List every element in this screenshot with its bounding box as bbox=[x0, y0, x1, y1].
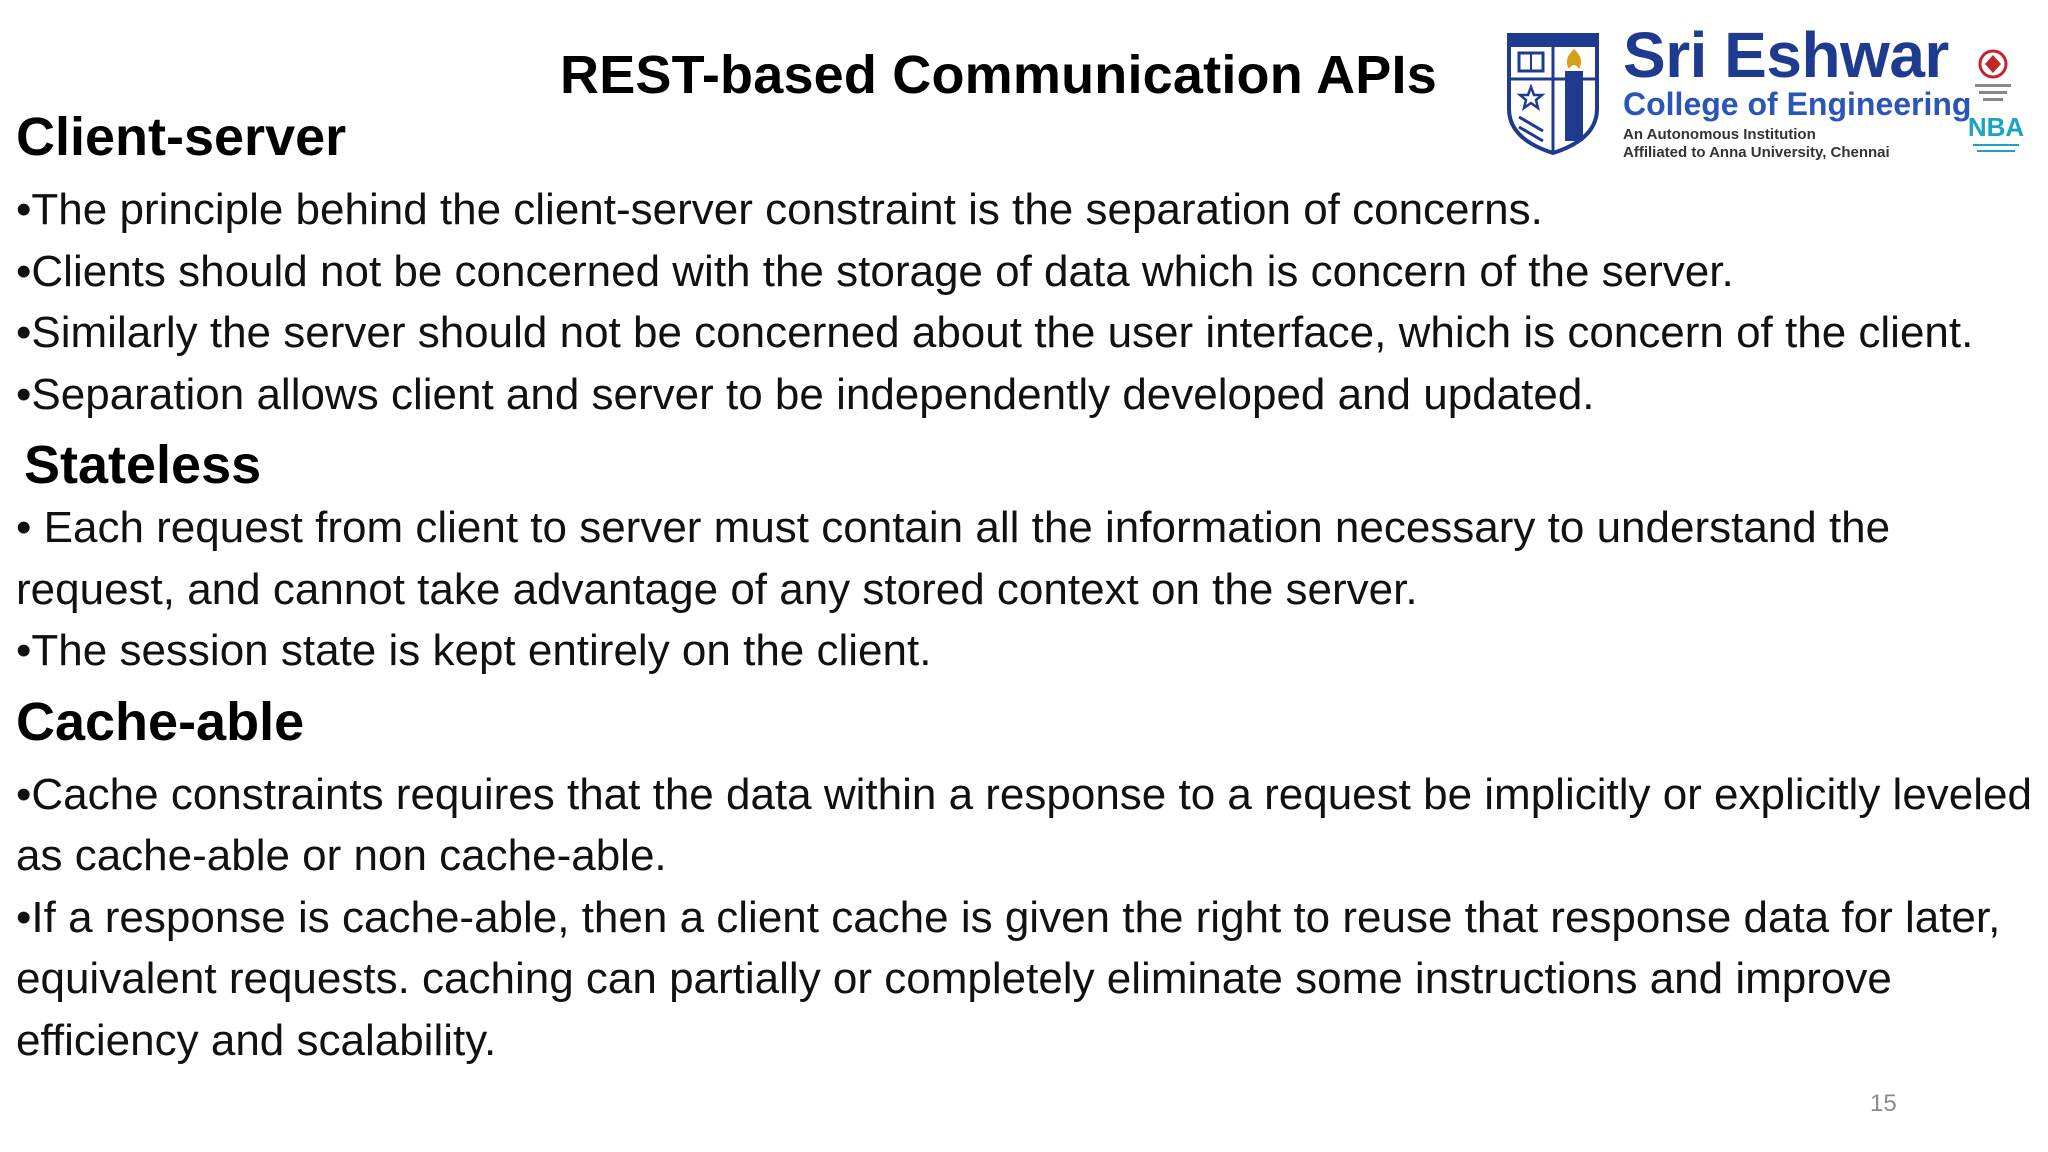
bullet-cache-able-2: •If a response is cache-able, then a client cache is given the right to reuse that response data for later, equivalent requests. caching can partially or completely eliminate some instructions and improve efficiency and scalability. bbox=[16, 892, 2001, 1065]
section-heading-stateless: Stateless bbox=[24, 435, 262, 495]
bullet-stateless-1: • Each request from client to server must contain all the information necessary to understand the request, and cannot take advantage of any stored context on the server. bbox=[16, 503, 1891, 614]
college-subtitle: College of Engineering bbox=[1623, 86, 1972, 122]
bullet-client-server-2: •Clients should not be concerned with the storage of data which is concern of the server. bbox=[16, 246, 1734, 296]
section-heading-cache-able: Cache-able bbox=[16, 691, 305, 752]
college-autonomous-line: An Autonomous Institution bbox=[1623, 126, 1816, 143]
bullet-cache-able-1: •Cache constraints requires that the data within a response to a request be implicitly or explicitly leveled as cache-able or non cache-able. bbox=[16, 769, 2032, 880]
page-number: 15 bbox=[1870, 1090, 1897, 1117]
college-affiliation-line: Affiliated to Anna University, Chennai bbox=[1623, 144, 1890, 161]
svg-text:NBA: NBA bbox=[1967, 112, 2025, 142]
college-name: Sri Eshwar bbox=[1623, 19, 1949, 91]
bullet-client-server-4: •Separation allows client and server to be independently developed and updated. bbox=[16, 369, 1595, 419]
bullet-client-server-3: •Similarly the server should not be concerned about the user interface, which is concern of the client. bbox=[16, 308, 1974, 357]
bullet-stateless-2: •The session state is kept entirely on the client. bbox=[16, 626, 932, 675]
section-heading-client-server: Client-server bbox=[16, 107, 347, 167]
bullet-client-server-1: •The principle behind the client-server constraint is the separation of concerns. bbox=[16, 185, 1543, 234]
slide-title: REST-based Communication APIs bbox=[560, 45, 1437, 105]
slide-content bbox=[16, 105, 2036, 1071]
